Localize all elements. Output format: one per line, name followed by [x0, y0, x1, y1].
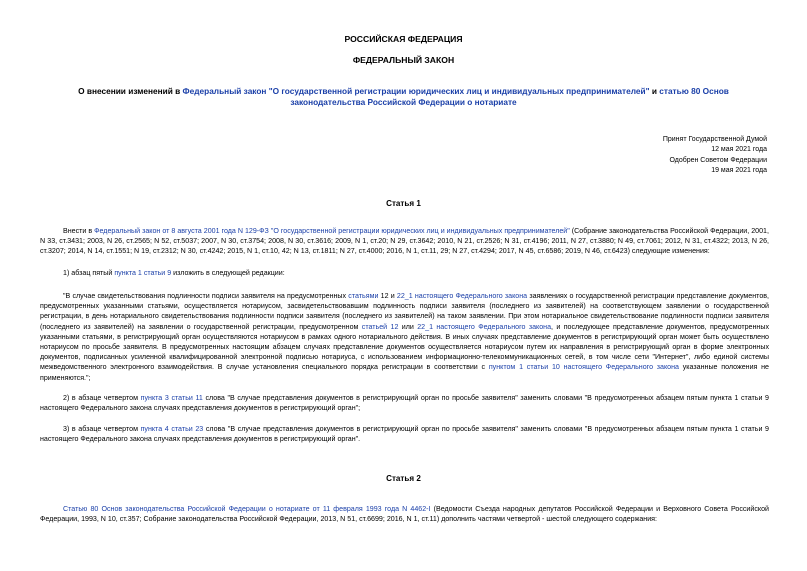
- text: (Ведомости Съезда народных депутатов Российской Федерации и Верховного Совета Российской Федерации, 1993, N 10, ст.357; Собрание законодательства Российской Федерации, 2013, N 51, ст.6699; 2016, N 1, ст.11) дополнить частями четвертой - шестой следующего содержания:: [40, 505, 769, 524]
- text: , и последующее представление документов, предусмотренных указанными статьями, в регистрирующий орган осуществляются нотариусом в рамках одного нотариального действия. В иных случаях представление документов в регистрирующий орган может быть осуществлено нотариусом по просьбе заявителя. В предусмотренных настоящим абзацем случаях представление документов осуществляется нотариусом путем их направления в регистрирующий орган в форме электронных документов, подписанных усиленной квалифицированной электронной подписью нотариуса, с использованием информационно-телекоммуникационных сетей, в том числе сети "Интернет", либо единой системы межведомственного электронного взаимодействия. В случае установления специального порядка регистрации в соответствии с: [40, 322, 769, 372]
- document-type-heading: ФЕДЕРАЛЬНЫЙ ЗАКОН: [352, 55, 455, 65]
- adoption-block: [663, 135, 767, 177]
- link-article-22-1[interactable]: 22_1 настоящего Федерального закона: [396, 292, 528, 300]
- text: указанные положения не применяются.";: [40, 363, 770, 382]
- country-heading: РОССИЙСКАЯ ФЕДЕРАЦИЯ: [344, 34, 463, 44]
- text: изложить в следующей редакции:: [171, 269, 285, 277]
- text: или: [398, 322, 418, 331]
- link-articles[interactable]: статьями: [348, 292, 379, 300]
- adoption-duma-date: 12 мая 2021 года: [711, 146, 767, 154]
- title-link-federal-law[interactable]: Федеральный закон "О государственной регистрации юридических лиц и индивидуальных предпринимателей": [182, 86, 650, 96]
- article-2-intro: [40, 504, 769, 524]
- adoption-council-date: 19 мая 2021 года: [711, 167, 767, 175]
- text: Внести в: [63, 227, 95, 235]
- article-1-item-1: [40, 268, 769, 278]
- article-1-intro: [40, 226, 769, 257]
- text: 12 и: [378, 292, 397, 300]
- law-title: [50, 86, 757, 108]
- title-prefix: О внесении изменений в: [78, 86, 183, 96]
- article-2-heading: Статья 2: [386, 474, 421, 483]
- link-article-12[interactable]: статьей 12: [361, 322, 399, 331]
- link-point-3-article-11[interactable]: пункта 3 статьи 11: [140, 394, 203, 402]
- link-article-22-1-second[interactable]: 22_1 настоящего Федерального закона: [417, 322, 552, 331]
- link-federal-law-129[interactable]: Федеральный закон от 8 августа 2001 года N 129-ФЗ "О государственной регистрации юридических лиц и индивидуальных предпринимателей": [94, 227, 570, 235]
- link-point-1-article-9[interactable]: пункта 1 статьи 9: [114, 269, 172, 277]
- article-1-item-3: [40, 424, 769, 444]
- text: слова "В случае представления документов в регистрирующий орган по просьбе заявителя" заменить словами "В предусмотренных абзацем пятым пункта 1 статьи 9 настоящего Федерального закона случаях представления документов в регистрирующий орган";: [40, 394, 769, 413]
- link-article-80-notary-basics[interactable]: Статью 80 Основ законодательства Российской Федерации о нотариате от 11 февраля 1993 года N 4462-I: [63, 505, 431, 513]
- title-link-article-80[interactable]: статью 80 Основ законодательства Российской Федерации о нотариате: [290, 86, 729, 107]
- text: слова "В случае представления документов в регистрирующий орган по просьбе заявителя" заменить словами "В предусмотренных абзацем пятым пункта 1 статьи 9 настоящего Федерального закона случаях представления документов в регистрирующий орган".: [40, 425, 769, 444]
- text: "В случае свидетельствования подлинности подписи заявителя на предусмотренных: [63, 292, 349, 300]
- article-1-heading: Статья 1: [386, 199, 421, 208]
- text: 3) в абзаце четвертом: [63, 425, 141, 433]
- article-1-item-2: [40, 393, 769, 413]
- text: (Собрание законодательства Российской Федерации, 2001, N 33, ст.3431; 2003, N 26, ст.2565; N 52, ст.5037; 2007, N 30, ст.3754; 2008, N 30, ст.3616; 2009, N 1, ст.20; N 29, ст.3642; 2010, N 21, ст.2526; N 31, ст.4196; 2011, N 27, ст.3880; N 49, ст.7061; 2012, N 31, ст.4322; 2013, N 26, ст.3207; 2014, N 14, ст.1551; N 19, ст.2312; N 30, ст.4242; 2015, N 1, ст.10, 42; N 13, ст.1811; N 27, ст.4000; 2016, N 1, ст.11, 29; N 27, ст.4294; 2017, N 45, ст.6586; 2019, N 46, ст.6423) следующие изменения:: [40, 227, 769, 256]
- link-point-1-article-10[interactable]: пунктом 1 статьи 10 настоящего Федерального закона: [488, 363, 679, 372]
- adoption-council: Одобрен Советом Федерации: [669, 156, 767, 164]
- link-point-4-article-23[interactable]: пункта 4 статьи 23: [140, 425, 204, 433]
- adoption-duma: Принят Государственной Думой: [662, 136, 767, 143]
- text: заявлениях о государственной регистрации представление документов, предусмотренных указанными статьями, осуществляется нотариусом, засвидетельствовавшим подлинность подписи заявителя (последнего из заявителей) на соответствующем заявлении о государственной регистрации, в день нотариального свидетельствования подлинности подписи заявителя (последнего из заявителей) на таком заявлении. При этом нотариальное свидетельствование подлинности подписи заявителя (последнего из заявителей) на заявлении о государственной регистрации, предусмотренном: [40, 292, 770, 331]
- text: 2) в абзаце четвертом: [63, 394, 141, 402]
- article-1-quote: [40, 291, 769, 383]
- title-middle: и: [649, 86, 660, 96]
- text: 1) абзац пятый: [63, 269, 115, 277]
